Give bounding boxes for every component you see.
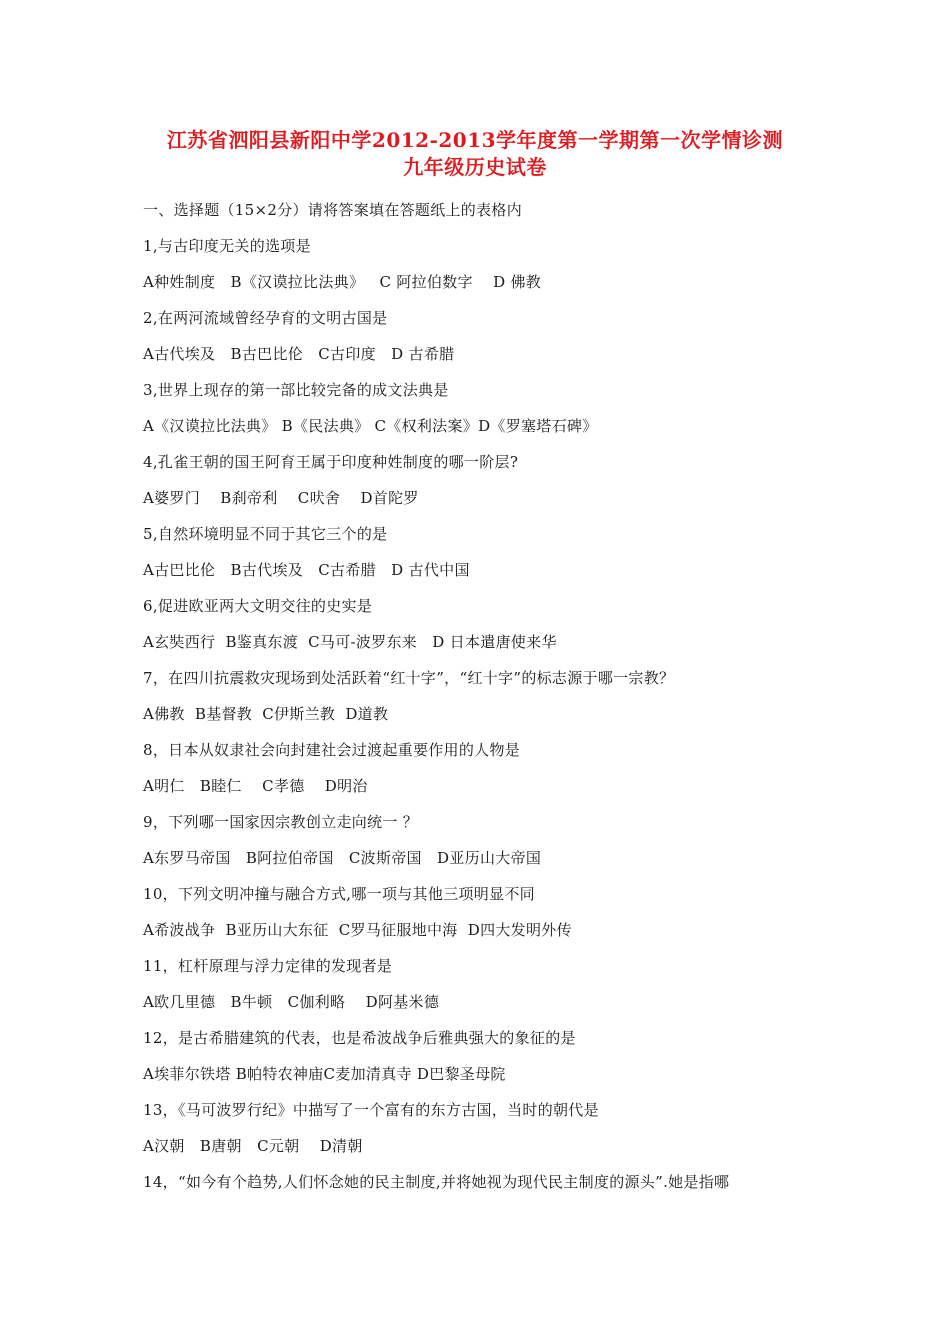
question-7: 7，在四川抗震救灾现场到处活跃着“红十字”，“红十字”的标志源于哪一宗教？ [143, 669, 675, 687]
question-5: 5,自然环境明显不同于其它三个的是 [143, 525, 388, 543]
question-14: 14，“如今有个趋势,人们怀念她的民主制度,并将她视为现代民主制度的源头”.她是指哪 [143, 1173, 730, 1191]
options-1: A种姓制度 B《汉谟拉比法典》 C 阿拉伯数字 D 佛教 [143, 273, 542, 291]
options-3: A《汉谟拉比法典》 B《民法典》 C《权利法案》D《罗塞塔石碑》 [143, 417, 598, 435]
options-10: A希波战争 B亚历山大东征 C罗马征服地中海 D四大发明外传 [143, 921, 572, 939]
options-7: A佛教 B基督教 C伊斯兰教 D道教 [143, 705, 389, 723]
question-2: 2,在两河流域曾经孕育的文明古国是 [143, 309, 388, 327]
options-9: A东罗马帝国 B阿拉伯帝国 C波斯帝国 D亚历山大帝国 [143, 849, 542, 867]
question-3: 3,世界上现存的第一部比较完备的成文法典是 [143, 381, 449, 399]
options-12: A埃菲尔铁塔 B帕特农神庙C麦加清真寺 D巴黎圣母院 [143, 1065, 506, 1083]
options-8: A明仁 B睦仁 C孝德 D明治 [143, 777, 368, 795]
question-9: 9，下列哪一国家因宗教创立走向统一 ？ [143, 813, 419, 831]
options-4: A婆罗门 B刹帝利 C吠舍 D首陀罗 [143, 489, 419, 507]
question-6: 6,促进欧亚两大文明交往的史实是 [143, 597, 373, 615]
question-11: 11，杠杆原理与浮力定律的发现者是 [143, 957, 393, 975]
question-4: 4,孔雀王朝的国王阿育王属于印度种姓制度的哪一阶层? [143, 453, 519, 471]
question-12: 12，是古希腊建筑的代表，也是希波战争后雅典强大的象征的是 [143, 1029, 576, 1047]
options-13: A汉朝 B唐朝 C元朝 D清朝 [143, 1137, 363, 1155]
question-8: 8，日本从奴隶社会向封建社会过渡起重要作用的人物是 [143, 741, 521, 759]
options-11: A欧几里德 B牛顿 C伽利略 D阿基米德 [143, 993, 440, 1011]
options-5: A古巴比伦 B古代埃及 C古希腊 D 古代中国 [143, 561, 470, 579]
options-2: A古代埃及 B古巴比伦 C古印度 D 古希腊 [143, 345, 455, 363]
options-6: A玄奘西行 B鉴真东渡 C马可-波罗东来 D 日本遣唐使来华 [143, 633, 557, 651]
question-10: 10，下列文明冲撞与融合方式,哪一项与其他三项明显不同 [143, 885, 535, 903]
section-heading: 一、选择题（15×2分）请将答案填在答题纸上的表格内 [143, 201, 523, 219]
question-1: 1,与古印度无关的选项是 [143, 237, 311, 255]
exam-title-line2: 九年级历史试卷 [403, 155, 547, 179]
exam-title-line1: 江苏省泗阳县新阳中学2012-2013学年度第一学期第一次学情诊测 [166, 128, 784, 152]
question-13: 13，《马可波罗行纪》中描写了一个富有的东方古国，当时的朝代是 [143, 1101, 599, 1119]
